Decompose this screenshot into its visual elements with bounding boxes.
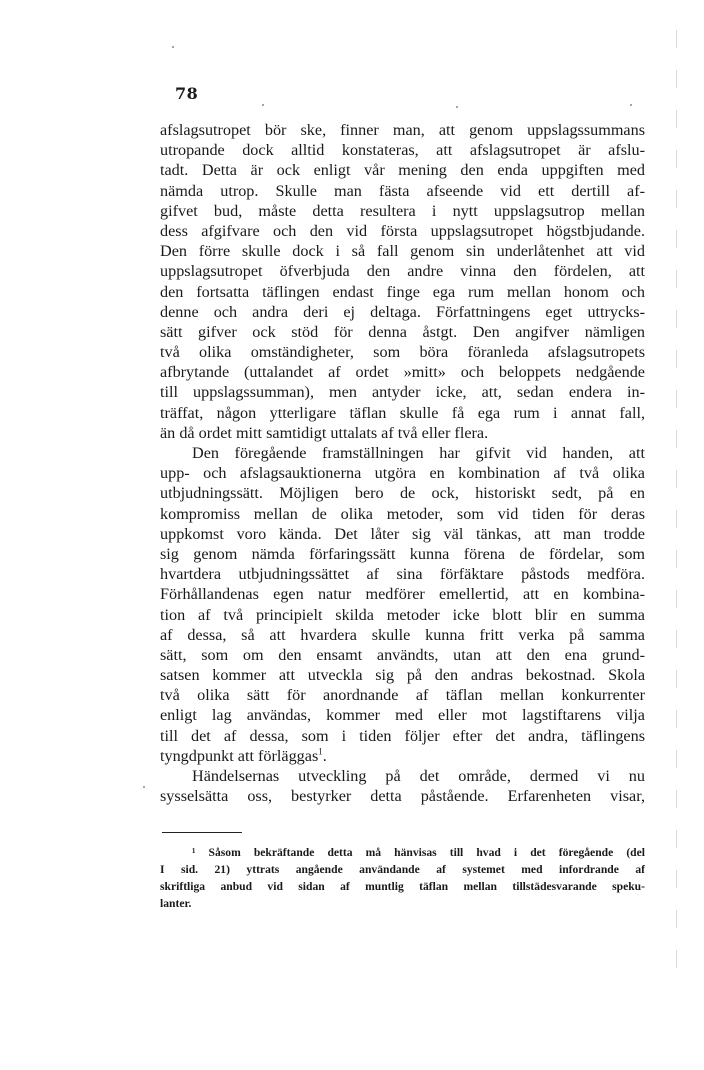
scan-speck [143, 786, 145, 788]
body-line: denne och andra deri ej deltaga. Författningens eget uttrycks- [160, 302, 645, 321]
scan-speck [630, 104, 632, 106]
body-line: afslagsutropet bör ske, finner man, att genom uppslagssummans [160, 121, 645, 139]
body-line: den fortsatta täflingen endast finge ega rum mellan honom och [160, 282, 645, 301]
footnote-line: skriftliga anbud vid sidan af muntlig täflan mellan tillstädesvarande speku- [160, 880, 645, 893]
body-line: kompromiss mellan de olika metoder, som vid tiden för deras [160, 504, 645, 523]
body-line: Den förre skulle dock i så fall genom sin underlåtenhet att vid [160, 242, 645, 261]
body-line: hvartdera utbjudningssättet af sina förfäktare påstods medföra. [160, 565, 645, 584]
scan-speck [172, 46, 174, 48]
body-line-text: tyngdpunkt att förläggas [160, 746, 319, 765]
body-line: träffat, någon ytterligare täflan skulle få ega rum i annat fall, [160, 403, 645, 422]
body-line: Händelsernas utveckling på det område, dermed vi nu [192, 767, 645, 785]
footnote-separator [162, 832, 242, 833]
footnote [160, 844, 645, 912]
body-line: sätt, som om den ensamt användts, utan att den ena grund- [160, 645, 645, 664]
body-line: tion af två principielt skilda metoder icke blott blir en summa [160, 605, 645, 624]
body-line-with-footnote-ref: tyngdpunkt att förläggas$^1$. [160, 746, 327, 765]
body-line: enligt lag användas, kommer med eller mot lagstiftarens vilja [160, 706, 645, 725]
body-line: dess afgifvare och den vid första uppslagsutropet högstbjudande. [160, 221, 645, 240]
body-line: till uppslagssumman), men antyder icke, att, sedan endera in- [160, 383, 645, 402]
body-line: gifvet bud, måste detta resultera i nytt uppslagsutrop mellan [160, 201, 645, 220]
body-text [160, 120, 645, 806]
body-line: uppkomst voro kända. Det låter sig väl tänkas, att man trodde [160, 524, 645, 543]
body-line: sig genom nämda förfaringssätt kunna förena de fördelar, som [160, 544, 645, 563]
body-line: upp- och afslagsauktionerna utgöra en kombination af två olika [160, 464, 645, 483]
body-line: tadt. Detta är ock enligt vår mening den enda uppgiften med [160, 161, 645, 180]
footnote-line: ¹ Såsom bekräftande detta må hänvisas till hvad i det föregående (del [192, 846, 645, 859]
footnote-line: lanter. [160, 897, 192, 910]
body-line: utbjudningssätt. Möjligen bero de ock, historiskt sedt, på en [160, 484, 645, 503]
footnote-line: I sid. 21) yttrats angående användande af systemet med infordrande af [160, 863, 645, 876]
body-line: än då ordet mitt samtidigt uttalats af två eller flera. [160, 423, 489, 442]
scan-edge-shadow [676, 30, 677, 970]
footnote-reference: 1 [318, 746, 323, 757]
body-line: två olika omständigheter, som böra föranleda afslagsutropets [160, 343, 645, 362]
body-line: sysselsätta oss, bestyrker detta påstående. Erfarenheten visar, [160, 787, 645, 806]
body-line: två olika sätt för anordnande af täflan mellan konkurrenter [160, 686, 645, 705]
scan-speck [262, 104, 264, 106]
body-line: satsen kommer att utveckla sig på den andras bekostnad. Skola [160, 666, 645, 685]
body-line: utropande dock alltid konstateras, att afslagsutropet är afslu- [160, 141, 645, 160]
scan-speck [456, 106, 458, 108]
body-line: nämda utrop. Skulle man fästa afseende vid ett dertill af- [160, 181, 645, 200]
body-line: sätt gifver ock stöd för denna åstgt. Den angifver nämligen [160, 322, 645, 341]
body-line: af dessa, så att hvardera skulle kunna fritt verka på samma [160, 625, 645, 644]
body-line: Den föregående framställningen har gifvit vid handen, att [192, 444, 645, 462]
body-line: uppslagsutropet öfverbjuda den andre vinna den fördelen, att [160, 262, 645, 281]
page-number: 78 [175, 84, 199, 103]
body-line: afbrytande (uttalandet af ordet »mitt» och beloppets nedgående [160, 363, 645, 382]
body-line: Förhållandenas egen natur medförer emellertid, att en kombina- [160, 585, 645, 604]
body-line: till det af dessa, som i tiden följer efter det andra, täflingens [160, 726, 645, 745]
